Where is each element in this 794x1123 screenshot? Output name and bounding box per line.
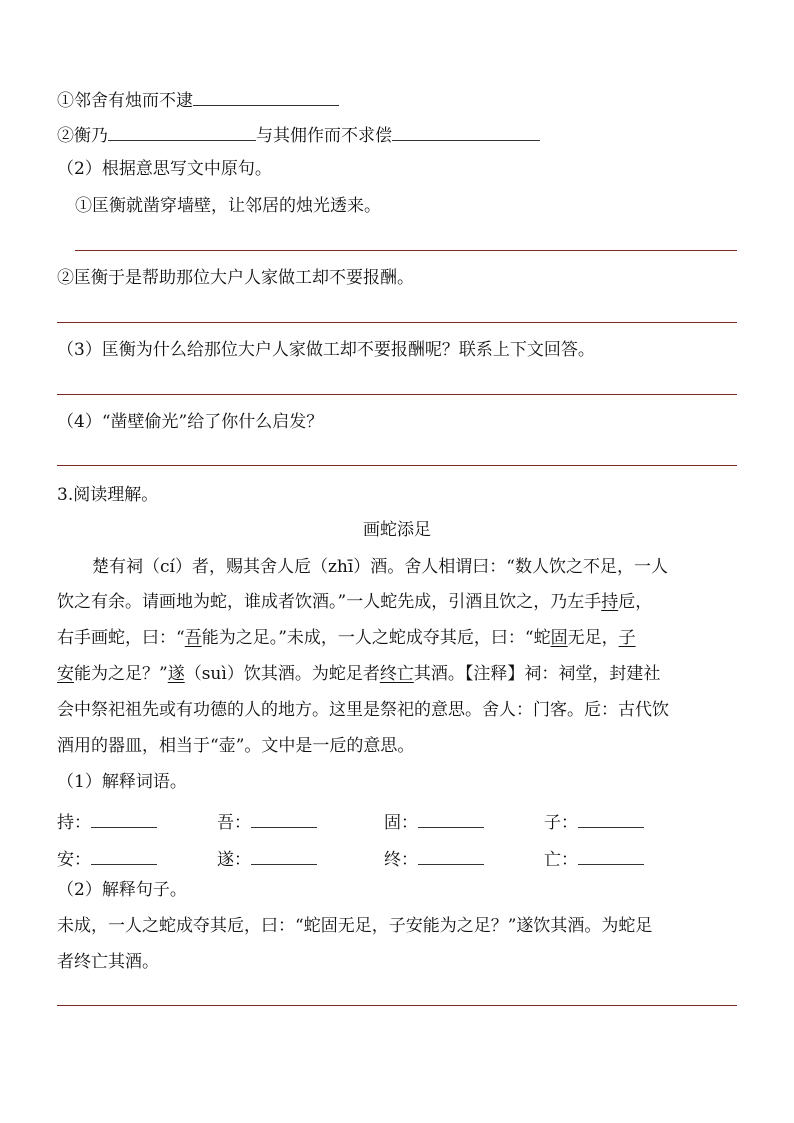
passage-text: 无足， <box>567 628 619 648</box>
answer-blank[interactable] <box>91 848 157 865</box>
answer-line[interactable] <box>57 322 737 323</box>
passage-text: 右手画蛇，曰：“ <box>57 628 185 648</box>
answer-blank[interactable] <box>418 811 484 828</box>
passage-line: 酒用的器皿，相当于“壶”。文中是一卮的意思。 <box>57 736 415 756</box>
passage-line: 会中祭祀祖先或有功德的人的地方。这里是祭祀的意思。舍人：门客。卮：古代饮 <box>57 700 669 720</box>
sub2-prompt-a: ①匡衡就凿穿墙壁，让邻居的烛光透来。 <box>75 196 381 216</box>
underlined-word: 持 <box>601 592 619 612</box>
vocab-item <box>384 845 484 870</box>
q3-sub1-label: （1）解释词语。 <box>57 772 187 792</box>
answer-line[interactable] <box>75 250 737 251</box>
vocab-label: 遂： <box>217 850 251 870</box>
passage-line <box>57 592 652 612</box>
item-1 <box>57 89 339 111</box>
vocab-item <box>57 845 157 870</box>
passage-text: 其酒。【注释】祠：祠堂，封建社 <box>413 664 661 684</box>
passage-line: 楚有祠（cí）者，赐其舍人卮（zhī）酒。舍人相谓曰：“数人饮之不足，一人 <box>92 557 668 577</box>
passage-text: （suì）饮其酒。为蛇足者 <box>184 664 380 684</box>
vocab-label: 子： <box>544 813 578 833</box>
vocab-label: 终： <box>384 850 418 870</box>
vocab-label: 安： <box>57 850 91 870</box>
vocab-item <box>544 845 644 870</box>
passage-line <box>57 664 660 684</box>
underlined-word: 终 <box>379 664 397 684</box>
answer-blank[interactable] <box>578 811 644 828</box>
passage-title: 画蛇添足 <box>363 520 431 540</box>
sub3-question: （3）匡衡为什么给那位大户人家做工却不要报酬呢？联系上下文回答。 <box>57 340 595 360</box>
answer-blank[interactable] <box>251 811 317 828</box>
passage-text: 能为之足？” <box>74 664 168 684</box>
passage-text: 饮之有余。请画地为蛇，谁成者饮酒。”一人蛇先成，引酒且饮之，乃左手 <box>57 592 602 612</box>
q3-sub2-label: （2）解释句子。 <box>57 880 187 900</box>
vocab-label: 吾： <box>217 813 251 833</box>
vocab-label: 固： <box>384 813 418 833</box>
answer-blank[interactable] <box>578 848 644 865</box>
sub2-prompt-b: ②匡衡于是帮助那位大户人家做工却不要报酬。 <box>57 268 414 288</box>
answer-blank[interactable] <box>392 124 540 141</box>
item-2-text: ②衡乃 <box>57 126 108 146</box>
vocab-item <box>57 808 157 833</box>
passage-text: 卮， <box>618 592 653 612</box>
item-2-text-b: 与其佣作而不求偿 <box>256 126 392 146</box>
underlined-word: 遂 <box>167 664 185 684</box>
answer-line[interactable] <box>57 1005 737 1006</box>
answer-blank[interactable] <box>91 811 157 828</box>
vocab-item <box>217 808 317 833</box>
vocab-label: 亡： <box>544 850 578 870</box>
answer-blank[interactable] <box>251 848 317 865</box>
sentence-line: 未成，一人之蛇成夺其卮，曰：“蛇固无足，子安能为之足？”遂饮其酒。为蛇足 <box>57 916 653 936</box>
passage-text: 能为之足。”未成，一人之蛇成夺其卮，曰：“蛇 <box>201 628 551 648</box>
sub2-label: （2）根据意思写文中原句。 <box>57 159 272 179</box>
answer-line[interactable] <box>57 465 737 466</box>
item-1-text: ①邻舍有烛而不逮 <box>57 91 193 111</box>
underlined-word: 固 <box>550 628 568 648</box>
underlined-word: 吾 <box>184 628 202 648</box>
sentence-line: 者终亡其酒。 <box>57 952 159 972</box>
answer-blank[interactable] <box>193 89 339 106</box>
vocab-item <box>384 808 484 833</box>
passage-line <box>57 628 636 648</box>
vocab-label: 持： <box>57 813 91 833</box>
vocab-item <box>544 808 644 833</box>
q3-heading: 3.阅读理解。 <box>57 485 159 505</box>
answer-blank[interactable] <box>418 848 484 865</box>
sub4-question: （4）“凿壁偷光”给了你什么启发？ <box>57 412 324 432</box>
vocab-item <box>217 845 317 870</box>
underlined-word: 安 <box>57 664 74 684</box>
underlined-word: 亡 <box>396 664 414 684</box>
answer-blank[interactable] <box>108 124 256 141</box>
item-2 <box>57 124 540 146</box>
underlined-word: 子 <box>618 628 636 648</box>
answer-line[interactable] <box>57 394 737 395</box>
